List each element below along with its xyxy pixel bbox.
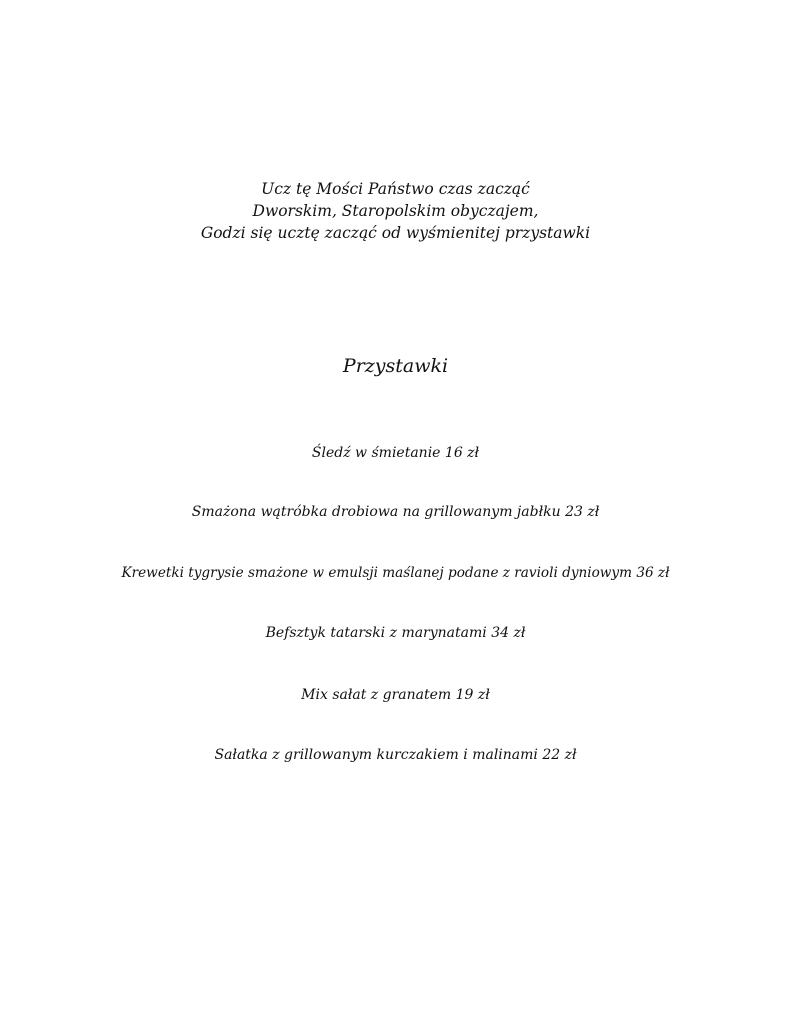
intro-verse [0,178,791,244]
menu-item: Sałatka z grillowanym kurczakiem i malinami 22 zł [214,747,577,763]
section-title: Przystawki [342,355,449,377]
menu-item: Mix sałat z granatem 19 zł [301,687,490,703]
menu-item: Krewetki tygrysie smażone w emulsji maślanej podane z ravioli dyniowym 36 zł [121,565,670,581]
menu-item: Smażona wątróbka drobiowa na grillowanym jabłku 23 zł [191,504,600,520]
intro-line-3: Godzi się ucztę zacząć od wyśmienitej przystawki [200,224,591,242]
intro-line-2: Dworskim, Staropolskim obyczajem, [252,202,539,220]
menu-item: Śledź w śmietanie 16 zł [311,445,480,461]
menu-item: Befsztyk tatarski z marynatami 34 zł [265,625,526,641]
intro-line-1: Ucz tę Mości Państwo czas zacząć [261,180,530,198]
